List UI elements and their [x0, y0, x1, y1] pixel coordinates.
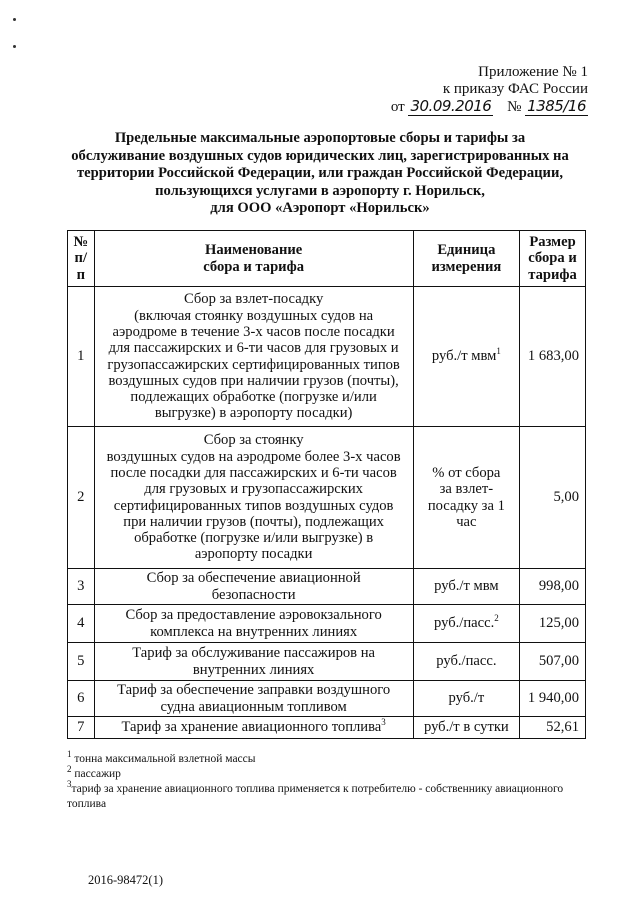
annex-header — [391, 64, 588, 116]
cell-name: Тариф за хранение авиационного топлива$^3$ — [94, 717, 413, 739]
annex-number: 1385/16 — [527, 97, 586, 115]
cell-value: 998,00 — [520, 569, 586, 605]
annex-line-2: к приказу ФАС России — [442, 81, 588, 97]
cell-unit: руб./т мвм$^1$ — [413, 287, 519, 427]
cell-num: 1 — [68, 287, 95, 427]
footnote: $^2$ пассажир — [67, 764, 121, 780]
header-unit: Единица измерения — [413, 231, 519, 287]
title-line: для ООО «Аэропорт «Норильск» — [210, 200, 430, 216]
table-row — [68, 643, 586, 681]
cell-name: Сбор за взлет-посадку (включая стоянку воздушных судов на аэродроме в течение 3-х часов после посадки для пассажирских и 6-ти часов для грузовых и грузопассажирских сертифицированных типов воздушных судов при наличии грузов (почты), подлежащих обработке (погрузке и/или выгрузке) в аэропорту посадки) — [94, 287, 413, 427]
title-line: обслуживание воздушных судов юридических лиц, зарегистрированных на — [71, 147, 569, 164]
cell-unit: руб./т — [413, 681, 519, 717]
cell-unit: руб./т в сутки — [413, 717, 519, 739]
cell-value: 52,61 — [520, 717, 586, 739]
header-size: Размер сбора и тарифа — [520, 231, 586, 287]
table-header-row — [68, 231, 586, 287]
cell-num: 5 — [68, 643, 95, 681]
document-number: 2016-98472(1) — [88, 873, 163, 887]
table-body — [68, 287, 586, 739]
header-name: Наименование сбора и тарифа — [94, 231, 413, 287]
cell-num: 2 — [68, 427, 95, 569]
cell-num: 4 — [68, 605, 95, 643]
cell-value: 5,00 — [520, 427, 586, 569]
title-line: пользующихся услугами в аэропорту г. Норильск, — [155, 182, 485, 199]
cell-unit: руб./пасс.$^2$ — [413, 605, 519, 643]
cell-num: 7 — [68, 717, 95, 739]
scan-dot — [13, 45, 16, 48]
cell-unit: руб./т мвм — [413, 569, 519, 605]
cell-name: Сбор за стоянку воздушных судов на аэродроме более 3-х часов после посадки для пассажирских и 6-ти часов для грузовых и грузопассажирских сертифицированных типов воздушных судов при наличии грузов (почты), подлежащих обработке (погрузке и/или выгрузке) в аэропорту посадки — [94, 427, 413, 569]
scan-dot — [13, 18, 16, 21]
table-row — [68, 569, 586, 605]
footnote: $^3$тариф за хранение авиационного топлива применяется к потребителю - собственнику авиационного топлива — [67, 779, 564, 810]
table-row — [68, 605, 586, 643]
cell-value: 507,00 — [520, 643, 586, 681]
annex-number-label: № — [507, 99, 522, 115]
cell-value: 1 940,00 — [520, 681, 586, 717]
annex-line-1: Приложение № 1 — [478, 64, 588, 80]
title-line: территории Российской Федерации, или граждан Российской Федерации, — [76, 165, 564, 181]
footnotes — [67, 749, 587, 812]
table-row — [68, 717, 586, 739]
cell-value: 1 683,00 — [520, 287, 586, 427]
footnote: $^1$ тонна максимальной взлетной массы — [67, 749, 256, 765]
title-line: Предельные максимальные аэропортовые сборы и тарифы за — [114, 130, 526, 146]
cell-name: Сбор за обеспечение авиационной безопасности — [94, 569, 413, 605]
annex-date: 30.09.2016 — [410, 97, 492, 115]
cell-num: 6 — [68, 681, 95, 717]
table-row — [68, 287, 586, 427]
cell-name: Сбор за предоставление аэровокзального комплекса на внутренних линиях — [94, 605, 413, 643]
cell-name: Тариф за обслуживание пассажиров на внутренних линиях — [94, 643, 413, 681]
table-row — [68, 681, 586, 717]
cell-name: Тариф за обеспечение заправки воздушного судна авиационным топливом — [94, 681, 413, 717]
tariff-table — [67, 230, 586, 739]
cell-unit: руб./пасс. — [413, 643, 519, 681]
document-title — [60, 130, 580, 218]
header-num: № п/п — [68, 231, 95, 287]
annex-line-3 — [391, 98, 588, 116]
cell-unit: % от сбора за взлет- посадку за 1 час — [413, 427, 519, 569]
table-row — [68, 427, 586, 569]
cell-num: 3 — [68, 569, 95, 605]
cell-value: 125,00 — [520, 605, 586, 643]
annex-from-label: от — [390, 99, 405, 115]
